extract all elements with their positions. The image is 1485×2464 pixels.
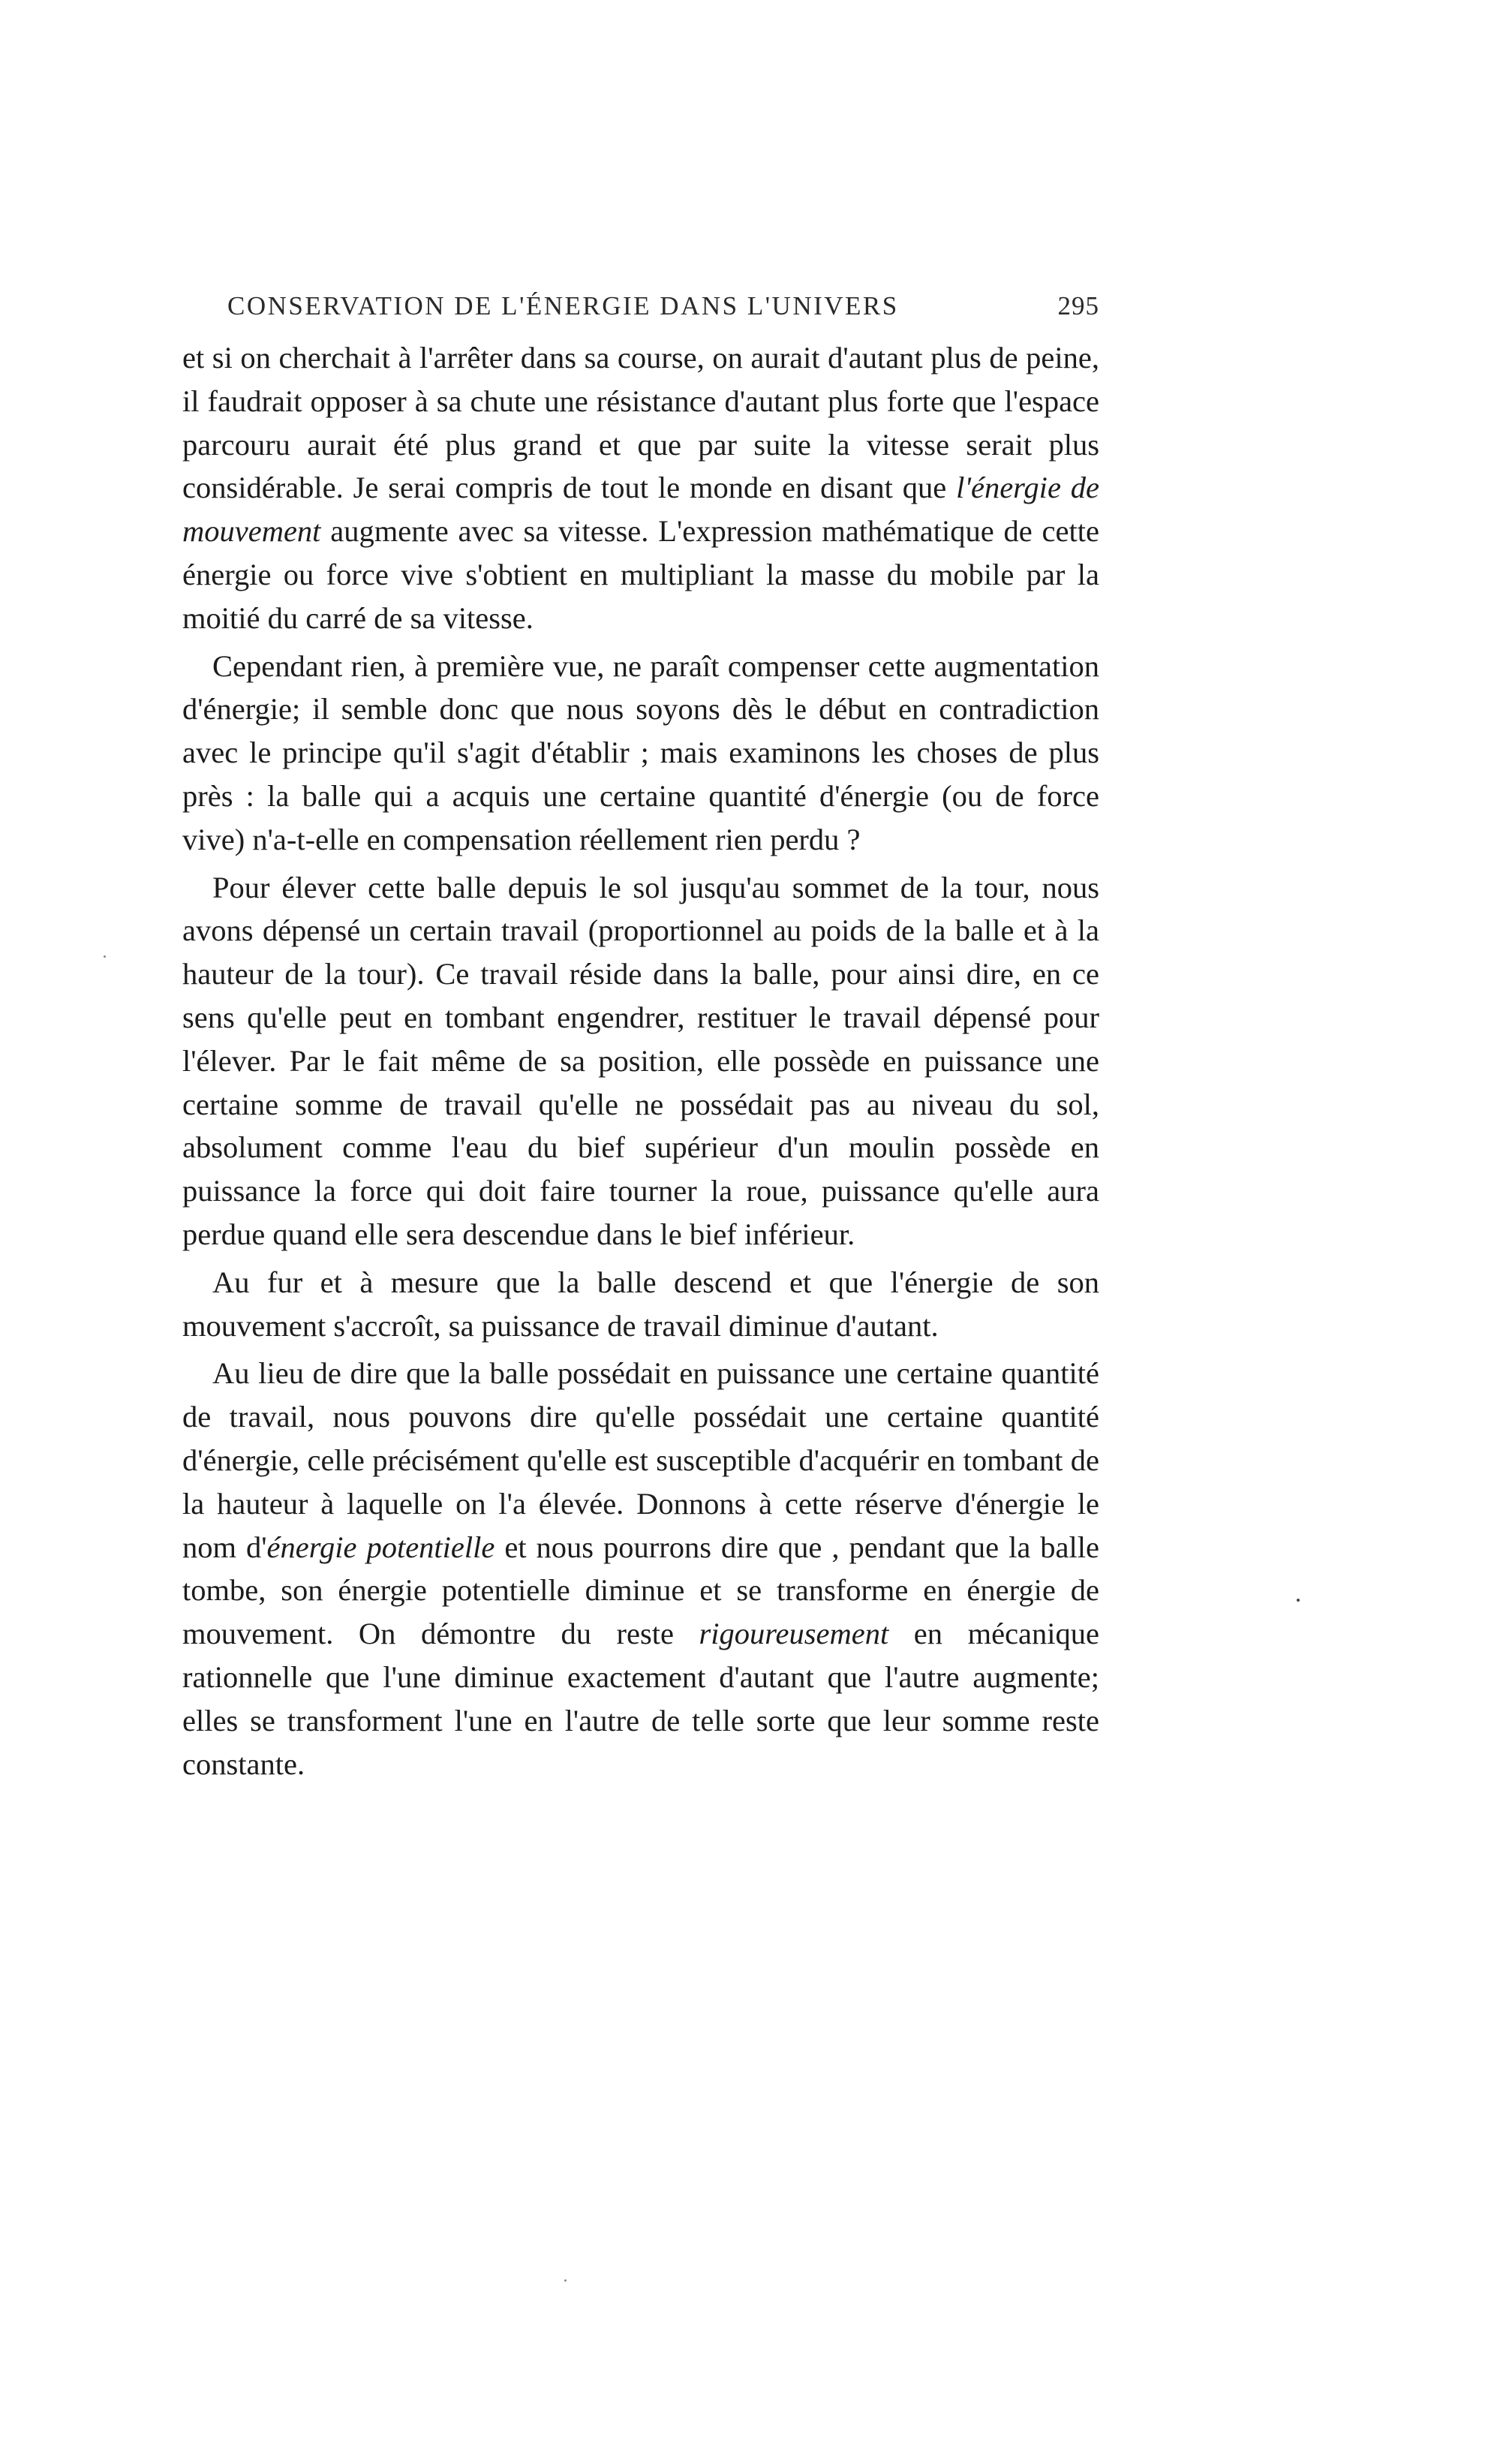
- page-number: 295: [1057, 291, 1099, 320]
- running-head: [227, 291, 1099, 329]
- italic-run: rigoureusement: [699, 1617, 889, 1651]
- body-text: [182, 336, 1099, 1786]
- text-run: Au lieu de dire que la balle possédait en puissance une certaine quantité de travail, nous pouvons dire qu'elle possédait une certaine quantité d'énergie, celle précisément qu'elle est susceptible d'acquérir en tombant de la hauteur à laquelle on l'a élevée. Donnons à cette réserve d'énergie le nom d': [182, 1356, 1099, 1564]
- text-run: Cependant rien, à première vue, ne paraît compenser cette augmentation d'énergie; il semble donc que nous soyons dès le début en contradiction avec le principe qu'il s'agit d'établir ; mais examinons les choses de plus près : la balle qui a acquis une certaine quantité d'énergie (ou de force vive) n'a-t-elle en compensation réellement rien perdu ?: [182, 648, 1099, 856]
- text-run: et nous pourrons dire que , pendant que la balle tombe, son énergie potentielle diminue et se transforme en énergie de mouvement. On démontre du reste: [182, 1530, 1099, 1651]
- text-run: Au fur et à mesure que la balle descend et que l'énergie de son mouvement s'accroît, sa puissance de travail diminue d'autant.: [182, 1265, 1099, 1343]
- text-run: en mécanique rationnelle que l'une diminue exactement d'autant que l'autre augmente; elles se transforment l'une en l'autre de telle sorte que leur somme reste constante.: [182, 1617, 1099, 1781]
- italic-run: énergie potentielle: [266, 1530, 495, 1564]
- text-run: augmente avec sa vitesse. L'expression mathématique de cette énergie ou force vive s'obtient en multipliant la masse du mobile par la moitié du carré de sa vitesse.: [182, 514, 1099, 635]
- paragraph-1: [182, 336, 1099, 640]
- paragraph-4: [182, 1261, 1099, 1348]
- text-run: Pour élever cette balle depuis le sol jusqu'au sommet de la tour, nous avons dépensé un certain travail (proportionnel au poids de la balle et à la hauteur de la tour). Ce travail réside dans la balle, pour ainsi dire, en ce sens qu'elle peut en tombant engendrer, restituer le travail dépensé pour l'élever. Par le fait même de sa position, elle possède en puissance une certaine somme de travail qu'elle ne possédait pas au niveau du sol, absolument comme l'eau du bief supérieur d'un moulin possède en puissance la force qui doit faire tourner la roue, puissance qu'elle aura perdue quand elle sera descendue dans le bief inférieur.: [182, 870, 1099, 1251]
- italic-run: l'énergie de mouvement: [182, 471, 1100, 549]
- running-title: CONSERVATION DE L'ÉNERGIE DANS L'UNIVERS: [227, 291, 899, 320]
- paragraph-2: [182, 645, 1099, 862]
- paragraph-5: [182, 1352, 1099, 1786]
- paper-speck: [1297, 1599, 1300, 1602]
- paragraph-3: [182, 866, 1099, 1256]
- text-run: et si on cherchait à l'arrêter dans sa course, on aurait d'autant plus de peine, il faudrait opposer à sa chute une résistance d'autant plus forte que l'espace parcouru aurait été plus grand et que par suite la vitesse serait plus considérable. Je serai compris de tout le monde en disant que: [182, 341, 1099, 505]
- paper-speck: [104, 955, 106, 958]
- paper-speck: [564, 2279, 567, 2282]
